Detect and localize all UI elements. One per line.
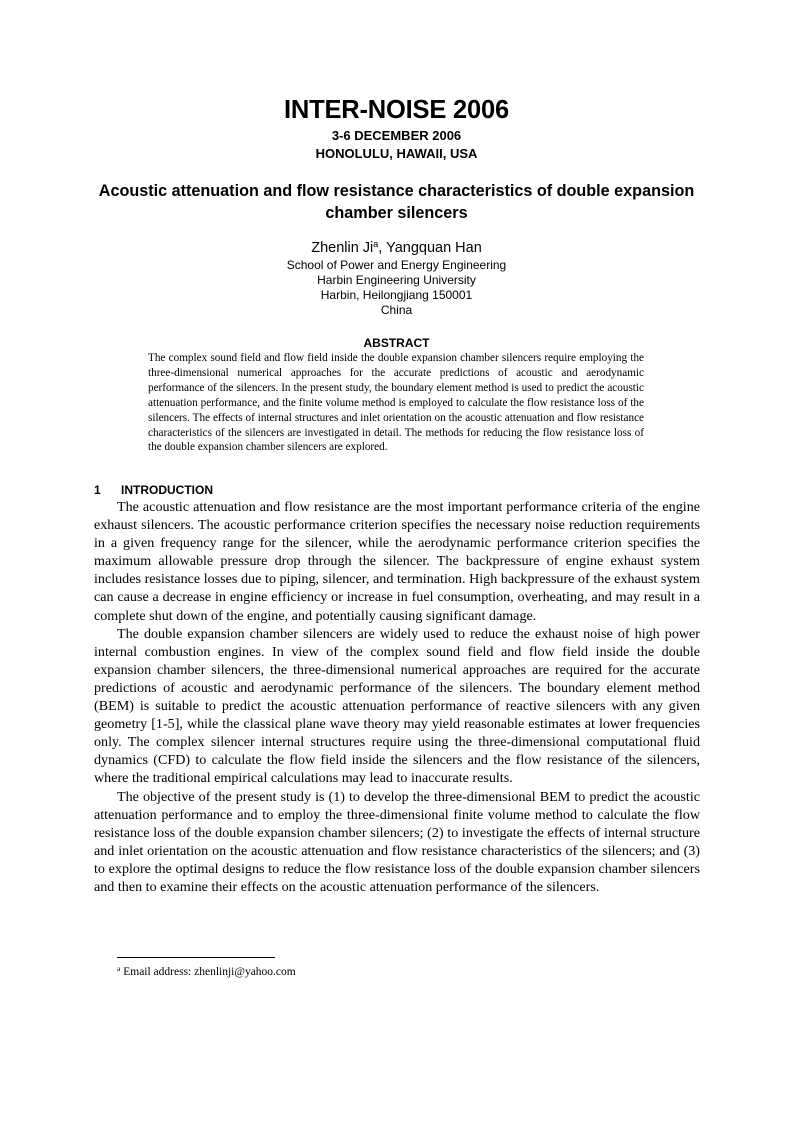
conference-dates: 3-6 DECEMBER 2006 [331, 128, 462, 143]
affiliation [0, 258, 793, 318]
section-heading [94, 483, 213, 498]
footnote-text: Email address: zhenlinji@yahoo.com [120, 966, 296, 978]
body-paragraph: The double expansion chamber silencers are widely used to reduce the exhaust noise of high power internal combustion engines. In view of the complex sound field and flow field inside the double expansion chamber silencers, the three-dimensional numerical approaches are required for the accurate predictions of acoustic and aerodynamic performance of the silencers. The boundary element method (BEM) is suitable to predict the acoustic attenuation performance of reactive silencers with any given geometry [1-5], while the classical plane wave theory may yield reasonable estimates at lower frequencies only. The complex silencer internal structures require using the three-dimensional computational fluid dynamics (CFD) to calculate the flow field inside the silencers and the flow resistance of the silencers, where the traditional empirical calculations may lead to inaccurate results. [94, 625, 700, 787]
footnote-rule [117, 957, 275, 958]
abstract-text: The complex sound field and flow field inside the double expansion chamber silencers require employing the three-dimensional numerical approaches for the accurate predictions of acoustic and aerodynamic performance of the silencers. In the present study, the boundary element method is used to predict the acoustic attenuation performance, and the finite volume method is employed to calculate the flow resistance loss of the silencers. The effects of internal structures and inlet orientation on the acoustic attenuation and flow resistance characteristics of the silencers are investigated in detail. The methods for reducing the flow resistance loss of the double expansion chamber silencers are explored. [148, 352, 644, 454]
footnote-mark: a [117, 964, 121, 973]
abstract-heading: ABSTRACT [363, 336, 430, 350]
footnote [117, 965, 296, 979]
author-footnote-mark: a [373, 239, 379, 249]
affiliation-line: China [380, 303, 413, 317]
section-body [94, 498, 700, 896]
affiliation-line: School of Power and Energy Engineering [286, 258, 507, 272]
conference-title: INTER-NOISE 2006 [284, 96, 509, 124]
affiliation-line: Harbin Engineering University [317, 273, 476, 287]
affiliation-line: Harbin, Heilongjiang 150001 [320, 288, 473, 302]
section-title: INTRODUCTION [121, 483, 213, 497]
conference-location: HONOLULU, HAWAII, USA [315, 146, 478, 161]
author-name: Zhenlin Ji [311, 240, 374, 256]
author-separator: , [378, 240, 387, 256]
paper-title: Acoustic attenuation and flow resistance characteristics of double expansion chamber silencers [98, 182, 695, 222]
author-name: Yangquan Han [386, 240, 482, 256]
body-paragraph: The acoustic attenuation and flow resistance are the most important performance criteria of the engine exhaust silencers. The acoustic performance criterion specifies the necessary noise reduction requirements in a given frequency range for the silencer, while the aerodynamic performance criterion specifies the maximum allowable pressure drop through the silencer. The backpressure of engine exhaust system includes resistance losses due to piping, silencer, and termination. High backpressure of the exhaust system can cause a decrease in engine efficiency or increase in fuel consumption, overheating, and may result in a complete shut down of the engine, and potentially causing significant damage. [94, 499, 700, 624]
author-list [0, 238, 793, 258]
body-paragraph: The objective of the present study is (1) to develop the three-dimensional BEM to predict the acoustic attenuation performance and to employ the three-dimensional finite volume method to calculate the flow resistance loss of the double expansion chamber silencers; (2) to investigate the effects of internal structure and inlet orientation on the acoustic attenuation and flow resistance characteristics of the silencers; and (3) to explore the optimal designs to reduce the flow resistance loss of the double expansion chamber silencers and then to examine their effects on the acoustic attenuation performance of the silencers. [94, 788, 700, 895]
section-number: 1 [94, 483, 101, 497]
